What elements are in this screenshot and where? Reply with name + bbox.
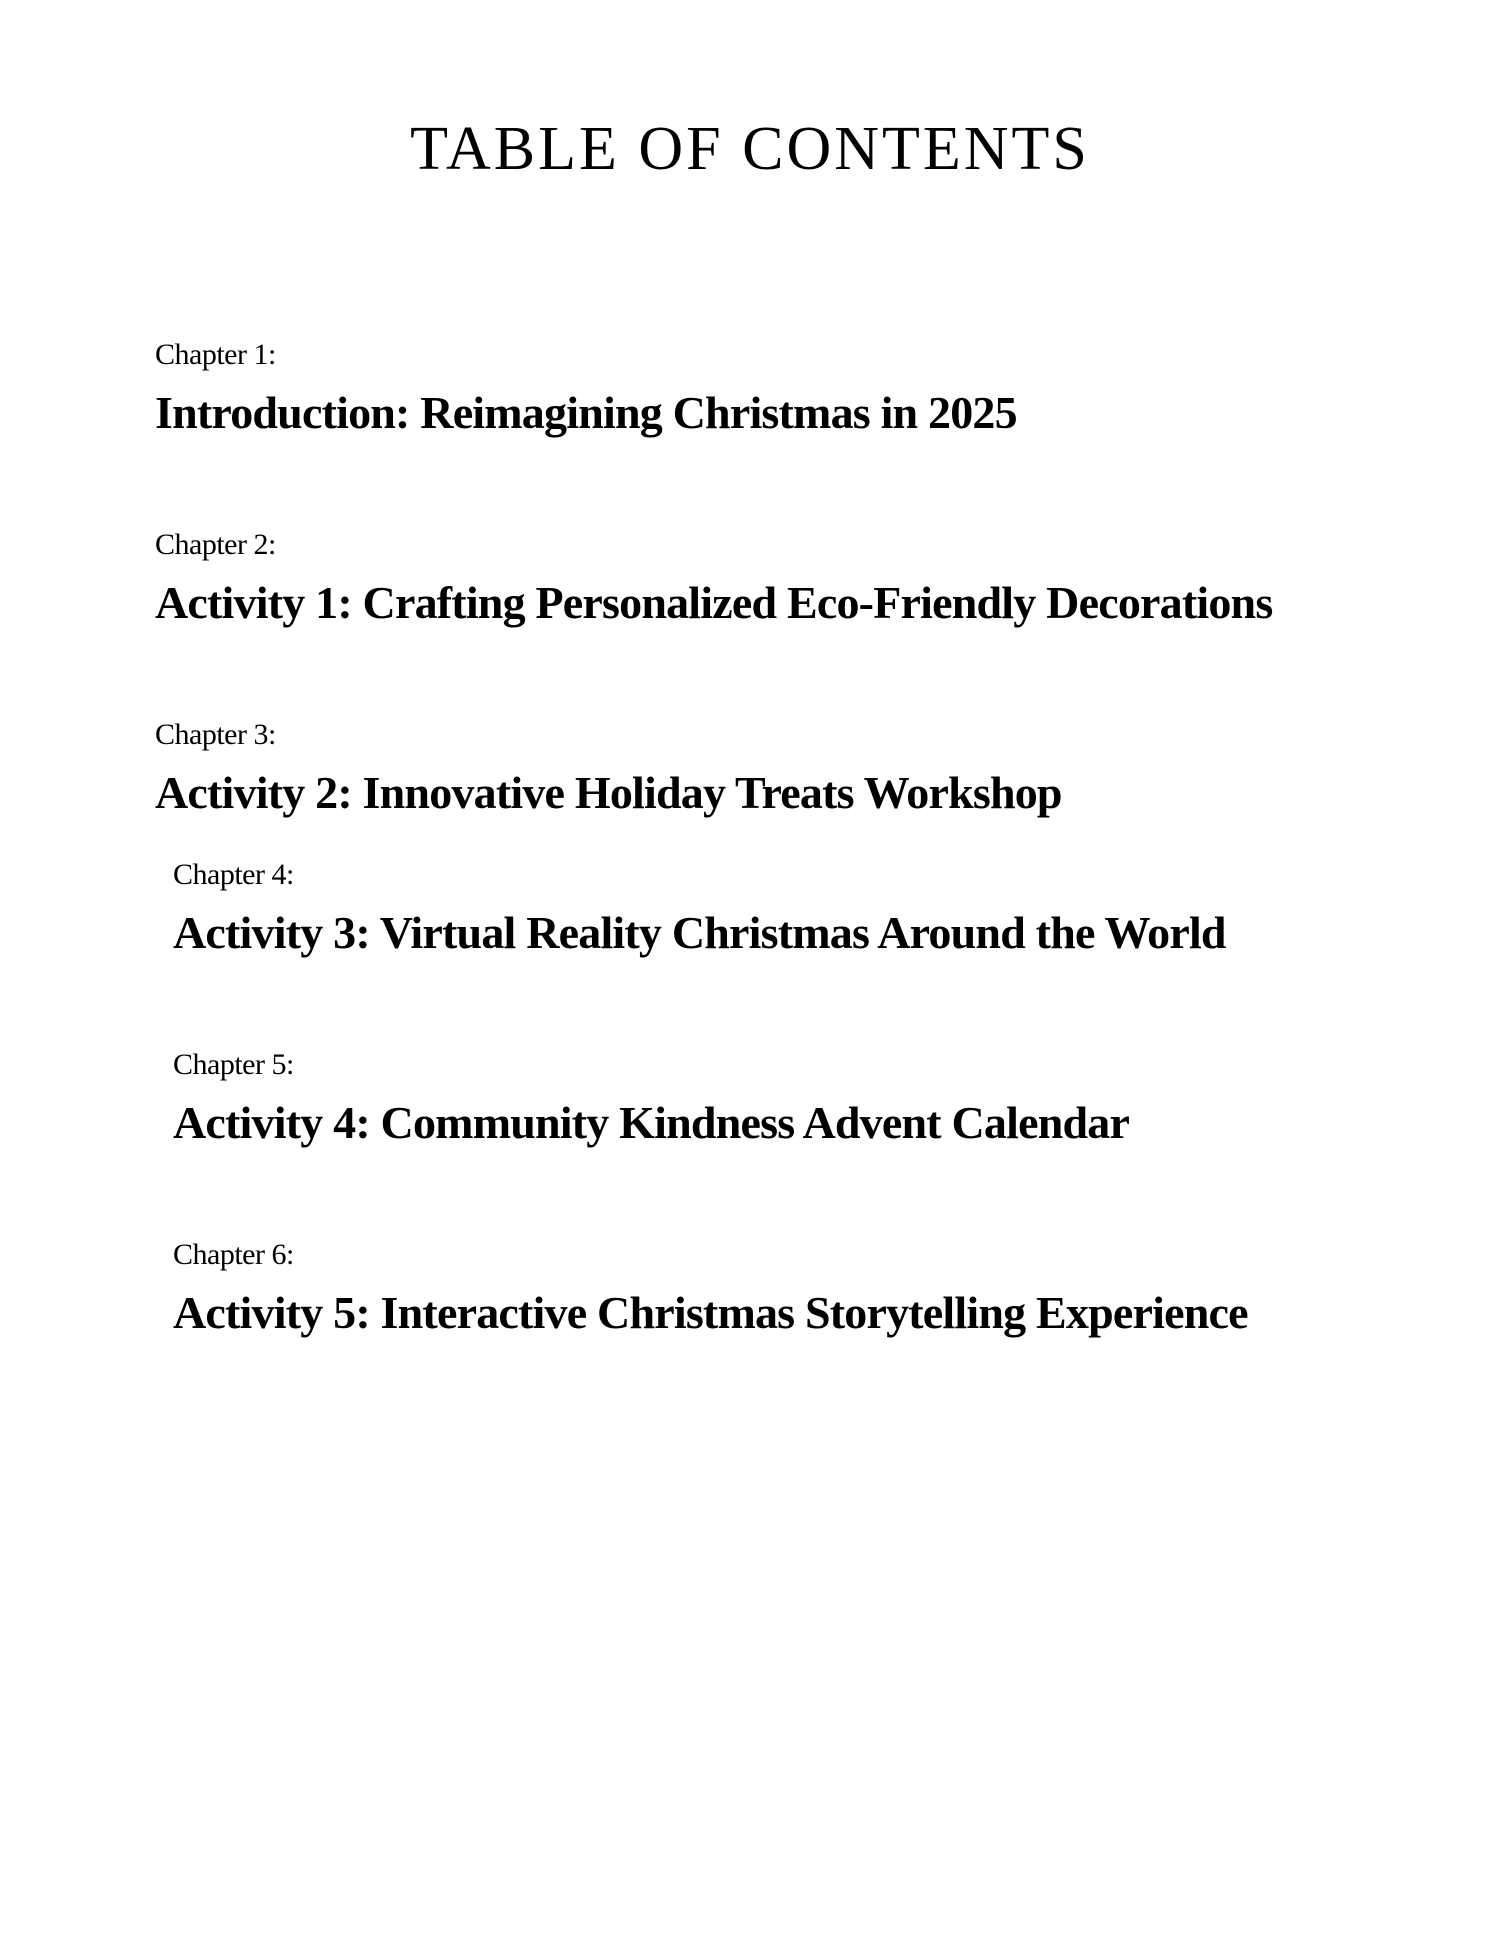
chapter-label: Chapter 3:	[155, 718, 276, 751]
page-title: TABLE OF CONTENTS	[410, 115, 1090, 183]
chapter-label: Chapter 1:	[155, 338, 276, 371]
chapter-title: Activity 1: Crafting Personalized Eco-Friendly Decorations	[155, 577, 1273, 628]
toc-entry-6[interactable]	[173, 1240, 1248, 1336]
toc-entry-2[interactable]	[155, 530, 1272, 626]
chapter-label: Chapter 5:	[173, 1048, 294, 1081]
chapter-title: Activity 4: Community Kindness Advent Calendar	[173, 1097, 1130, 1148]
chapter-title: Activity 3: Virtual Reality Christmas Around the World	[173, 907, 1226, 958]
toc-entry-4[interactable]	[173, 860, 1226, 956]
chapter-label: Chapter 4:	[173, 858, 294, 891]
chapter-label: Chapter 6:	[173, 1238, 294, 1271]
toc-entry-1[interactable]	[155, 340, 1017, 436]
chapter-title: Activity 5: Interactive Christmas Storytelling Experience	[173, 1287, 1248, 1338]
chapter-title: Activity 2: Innovative Holiday Treats Workshop	[155, 767, 1062, 818]
toc-entry-3[interactable]	[155, 720, 1062, 816]
toc-entry-5[interactable]	[173, 1050, 1129, 1146]
chapter-label: Chapter 2:	[155, 528, 276, 561]
chapter-title: Introduction: Reimagining Christmas in 2025	[155, 387, 1017, 438]
